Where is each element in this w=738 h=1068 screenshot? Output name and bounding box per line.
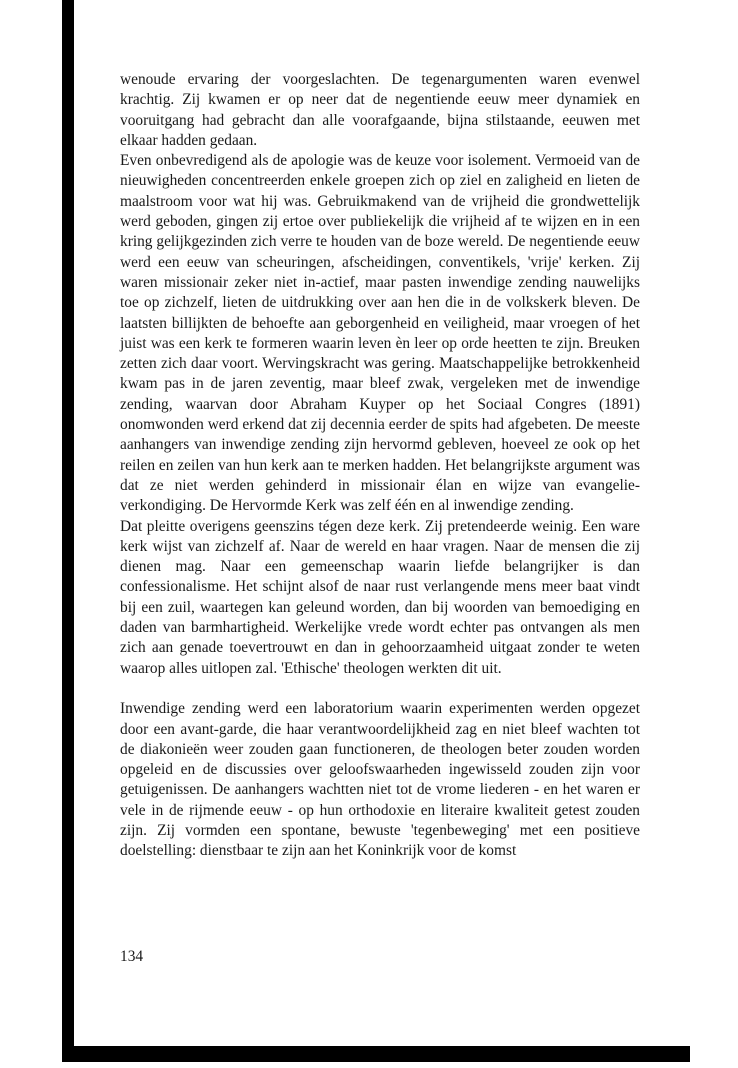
body-text	[120, 70, 640, 862]
paragraph-3: Dat pleitte overigens geenszins tégen deze kerk. Zij pretendeerde weinig. Een ware kerk wijst van zichzelf af. Naar de wereld en haar vragen. Naar de mensen die zij dienen mag. Naar een gemeenschap waarin liefde belangrijker is dan confessionalisme. Het schijnt alsof de naar rust verlangende mens meer baat vindt bij een zuil, waartegen kan geleund worden, dan bij woorden van bemoediging en daden van barmhartigheid. Werkelijke vrede wordt echter pas ontvangen als men zich aan genade toevertrouwt en dan in gehoorzaamheid uitgaat zonder te weten waarop alles uitlopen zal. 'Ethische' theologen werkten dit uit.	[120, 517, 640, 677]
scan-border-bottom	[62, 1046, 690, 1062]
scan-border-left	[62, 0, 74, 1062]
paragraph-2: Even onbevredigend als de apologie was de keuze voor isolement. Vermoeid van de nieuwigheden concentreerden enkele groepen zich op ziel en zaligheid en lieten de maalstroom voor wat hij was. Gebruikmakend van de vrijheid die grondwettelijk werd geboden, gingen zij ertoe over publiekelijk die vrijheid af te wijzen en in een kring gelijkgezinden zich verre te houden van de boze wereld. De negentiende eeuw werd een eeuw van scheuringen, afscheidingen, conventikels, 'vrije' kerken. Zij waren missionair zeker niet in-actief, maar pasten inwendige zending nauwelijks toe op zichzelf, lieten de uitdrukking over aan hen die in de volkskerk bleven. De laatsten billijkten de behoefte aan geborgenheid en veiligheid, maar vroegen of het juist was een kerk te formeren waarin leven èn leer op orde heetten te zijn. Breuken zetten zich daar voort. Wervingskracht was gering. Maatschappelijke betrokkenheid kwam pas in de jaren zeventig, maar bleef zwak, vergeleken met de inwendige zending, waarvan door Abraham Kuyper op het Sociaal Congres (1891) onomwonden werd erkend dat zij decennia eerder de spits had afgebeten. De meeste aanhangers van inwendige zending zijn hervormd gebleven, hoeveel ze ook op het reilen en zeilen van hun kerk aan te merken hadden. Het belangrijkste argument was dat ze niet werden gehinderd in missionair élan en wijze van evangelie-verkondiging. De Hervormde Kerk was zelf één en al inwendige zending.	[120, 152, 640, 515]
paragraph-4: Inwendige zending werd een laboratorium waarin experimenten werden opgezet door een avant-garde, die haar verantwoordelijkheid zag en niet bleef wachten tot de diakonieën weer zouden gaan functioneren, de theologen beter zouden worden opgeleid en de discussies over geloofswaarheden ingewisseld zouden zijn voor getuigenissen. De aanhangers wachtten niet tot de vrome liederen - en het waren er vele in de rijmende eeuw - op hun orthodoxie en literaire kwaliteit getest zouden zijn. Zij vormden een spontane, bewuste 'tegenbeweging' met een positieve doelstelling: dienstbaar te zijn aan het Koninkrijk voor de komst	[120, 700, 640, 860]
paragraph-1: wenoude ervaring der voorgeslachten. De tegenargumenten waren evenwel krachtig. Zij kwamen er op neer dat de negentiende eeuw meer dynamiek en vooruitgang had gebracht dan alle voorafgaande, bijna stilstaande, eeuwen met elkaar hadden gedaan.	[120, 71, 640, 149]
page-number: 134	[120, 948, 144, 965]
